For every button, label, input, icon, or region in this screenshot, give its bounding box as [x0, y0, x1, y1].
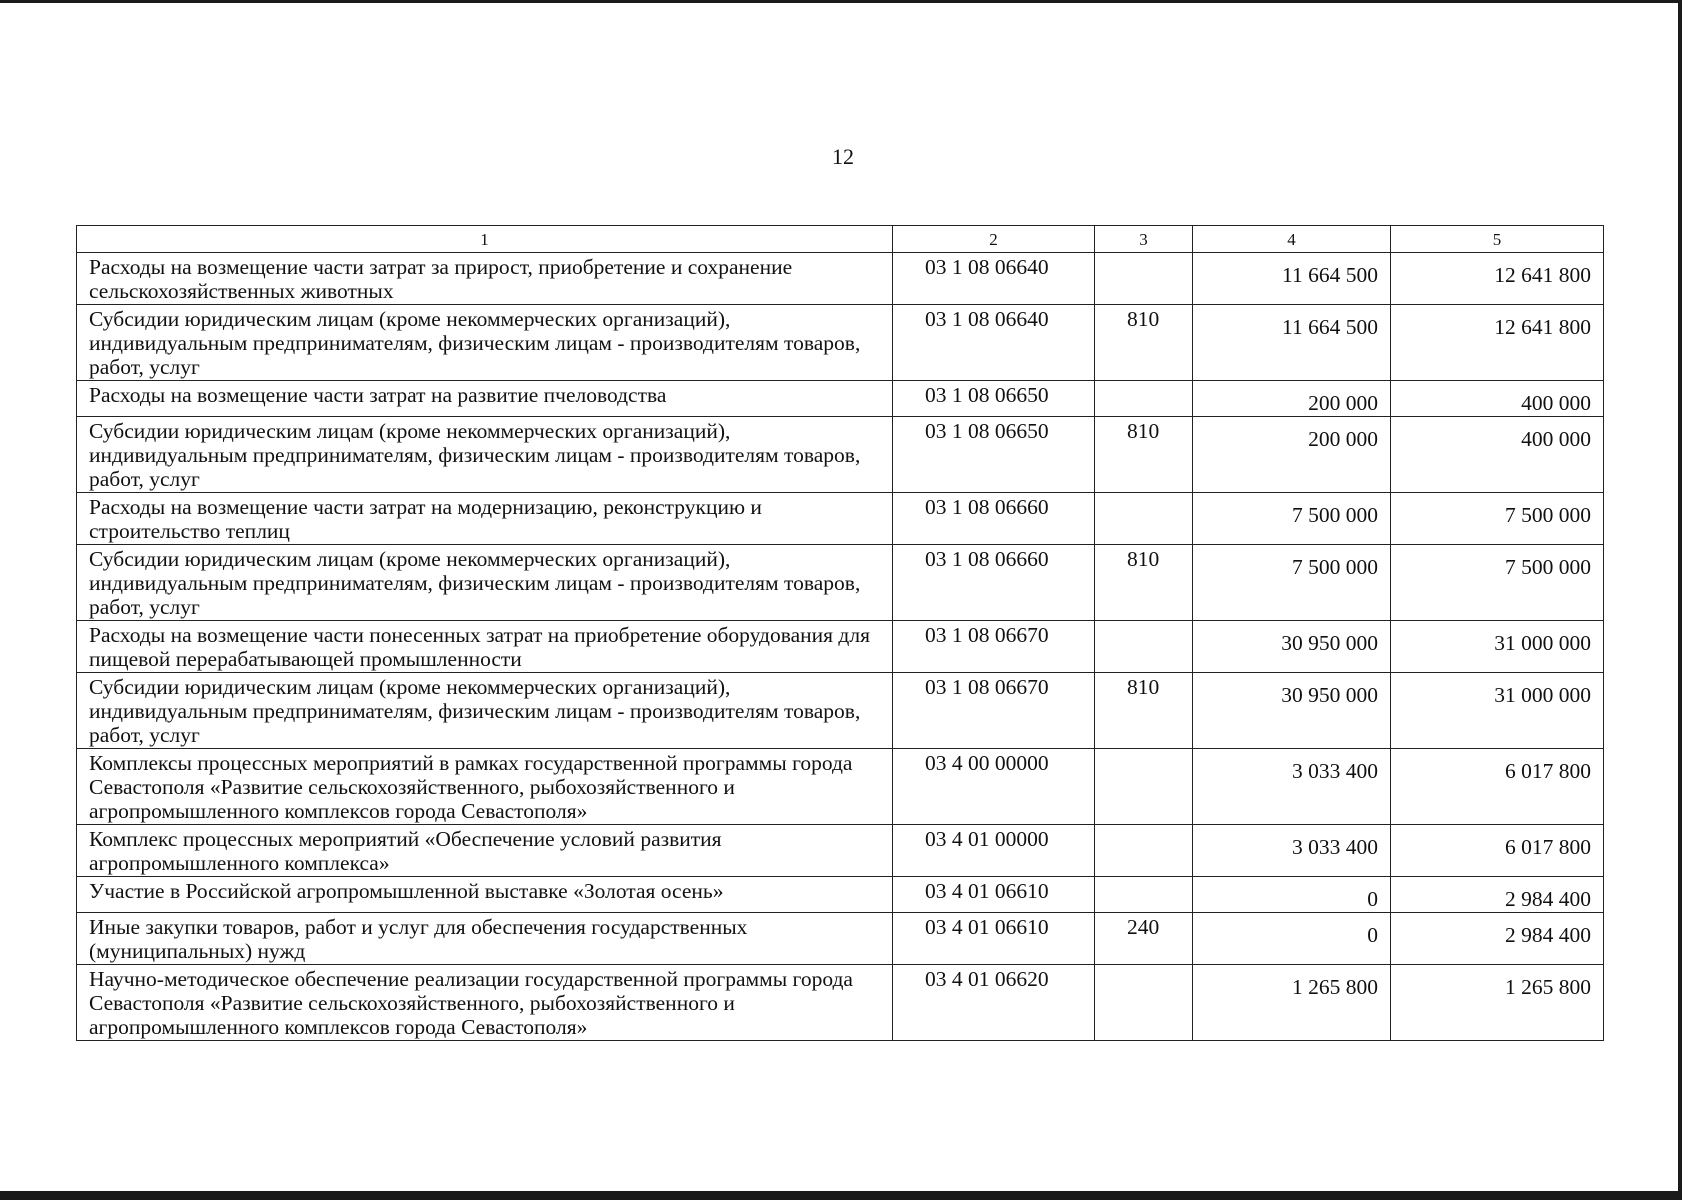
table-row [77, 965, 1604, 1041]
header-col-1: 1 [77, 226, 893, 253]
cell-amount-col4: 7 500 000 [1193, 545, 1391, 621]
table-row [77, 545, 1604, 621]
table-row [77, 305, 1604, 381]
header-col-3: 3 [1095, 226, 1193, 253]
cell-amount-col4: 200 000 [1193, 417, 1391, 493]
cell-amount-col4: 200 000 [1193, 381, 1391, 417]
cell-code: 03 1 08 06640 [893, 305, 1095, 381]
cell-amount-col5: 6 017 800 [1391, 825, 1604, 877]
table-row [77, 825, 1604, 877]
cell-code: 03 1 08 06640 [893, 253, 1095, 305]
table-row [77, 253, 1604, 305]
cell-name: Расходы на возмещение части затрат на модернизацию, реконструкцию и строительство теплиц [77, 493, 893, 545]
cell-amount-col4: 0 [1193, 877, 1391, 913]
cell-expense-type [1095, 877, 1193, 913]
cell-name: Субсидии юридическим лицам (кроме некоммерческих организаций), индивидуальным предпринимателям, физическим лицам - производителям товаров, работ, услуг [77, 545, 893, 621]
cell-amount-col4: 0 [1193, 913, 1391, 965]
scan-edge-top [0, 0, 1682, 3]
cell-expense-type: 810 [1095, 417, 1193, 493]
cell-amount-col4: 1 265 800 [1193, 965, 1391, 1041]
cell-amount-col4: 3 033 400 [1193, 825, 1391, 877]
cell-code: 03 4 01 06620 [893, 965, 1095, 1041]
table-row [77, 493, 1604, 545]
cell-name: Комплексы процессных мероприятий в рамках государственной программы города Севастополя «Развитие сельскохозяйственного, рыбохозяйственного и агропромышленного комплексов города Севастополя» [77, 749, 893, 825]
cell-expense-type [1095, 621, 1193, 673]
cell-amount-col5: 2 984 400 [1391, 913, 1604, 965]
cell-code: 03 1 08 06660 [893, 545, 1095, 621]
cell-amount-col4: 30 950 000 [1193, 673, 1391, 749]
cell-name: Комплекс процессных мероприятий «Обеспечение условий развития агропромышленного комплекса» [77, 825, 893, 877]
cell-expense-type [1095, 825, 1193, 877]
table-row [77, 673, 1604, 749]
cell-expense-type: 810 [1095, 305, 1193, 381]
scan-edge-bottom [0, 1191, 1682, 1200]
cell-amount-col4: 11 664 500 [1193, 253, 1391, 305]
cell-expense-type [1095, 381, 1193, 417]
table-row [77, 417, 1604, 493]
table-header [77, 226, 1604, 253]
cell-name: Научно-методическое обеспечение реализации государственной программы города Севастополя «Развитие сельскохозяйственного, рыбохозяйственного и агропромышленного комплексов города Севастополя» [77, 965, 893, 1041]
cell-expense-type [1095, 965, 1193, 1041]
cell-code: 03 1 08 06670 [893, 673, 1095, 749]
cell-amount-col4: 7 500 000 [1193, 493, 1391, 545]
table-row [77, 381, 1604, 417]
cell-amount-col5: 400 000 [1391, 381, 1604, 417]
cell-amount-col5: 12 641 800 [1391, 253, 1604, 305]
page-number: 12 [832, 144, 854, 169]
table-row [77, 621, 1604, 673]
cell-expense-type [1095, 749, 1193, 825]
cell-expense-type [1095, 253, 1193, 305]
cell-name: Иные закупки товаров, работ и услуг для обеспечения государственных (муниципальных) нужд [77, 913, 893, 965]
cell-name: Расходы на возмещение части затрат за прирост, приобретение и сохранение сельскохозяйственных животных [77, 253, 893, 305]
header-col-2: 2 [893, 226, 1095, 253]
cell-amount-col5: 31 000 000 [1391, 621, 1604, 673]
cell-amount-col5: 1 265 800 [1391, 965, 1604, 1041]
cell-expense-type [1095, 493, 1193, 545]
cell-expense-type: 810 [1095, 673, 1193, 749]
cell-name: Субсидии юридическим лицам (кроме некоммерческих организаций), индивидуальным предпринимателям, физическим лицам - производителям товаров, работ, услуг [77, 305, 893, 381]
cell-amount-col4: 30 950 000 [1193, 621, 1391, 673]
cell-amount-col5: 2 984 400 [1391, 877, 1604, 913]
table-row [77, 749, 1604, 825]
cell-expense-type: 810 [1095, 545, 1193, 621]
cell-name: Субсидии юридическим лицам (кроме некоммерческих организаций), индивидуальным предпринимателям, физическим лицам - производителям товаров, работ, услуг [77, 417, 893, 493]
cell-code: 03 1 08 06670 [893, 621, 1095, 673]
cell-name: Расходы на возмещение части затрат на развитие пчеловодства [77, 381, 893, 417]
table-body [77, 253, 1604, 1041]
table-row [77, 877, 1604, 913]
cell-code: 03 4 00 00000 [893, 749, 1095, 825]
scan-edge-right [1678, 0, 1682, 1200]
header-col-5: 5 [1391, 226, 1604, 253]
cell-code: 03 4 01 06610 [893, 877, 1095, 913]
budget-table [76, 225, 1604, 1041]
cell-amount-col5: 400 000 [1391, 417, 1604, 493]
cell-amount-col5: 12 641 800 [1391, 305, 1604, 381]
header-row [77, 226, 1604, 253]
table-row [77, 913, 1604, 965]
cell-code: 03 4 01 00000 [893, 825, 1095, 877]
cell-name: Субсидии юридическим лицам (кроме некоммерческих организаций), индивидуальным предпринимателям, физическим лицам - производителям товаров, работ, услуг [77, 673, 893, 749]
cell-code: 03 1 08 06660 [893, 493, 1095, 545]
cell-name: Участие в Российской агропромышленной выставке «Золотая осень» [77, 877, 893, 913]
cell-code: 03 1 08 06650 [893, 417, 1095, 493]
header-col-4: 4 [1193, 226, 1391, 253]
cell-name: Расходы на возмещение части понесенных затрат на приобретение оборудования для пищевой перерабатывающей промышленности [77, 621, 893, 673]
cell-amount-col5: 6 017 800 [1391, 749, 1604, 825]
cell-code: 03 1 08 06650 [893, 381, 1095, 417]
cell-amount-col5: 7 500 000 [1391, 493, 1604, 545]
cell-amount-col5: 7 500 000 [1391, 545, 1604, 621]
cell-amount-col5: 31 000 000 [1391, 673, 1604, 749]
cell-amount-col4: 11 664 500 [1193, 305, 1391, 381]
cell-expense-type: 240 [1095, 913, 1193, 965]
cell-code: 03 4 01 06610 [893, 913, 1095, 965]
cell-amount-col4: 3 033 400 [1193, 749, 1391, 825]
